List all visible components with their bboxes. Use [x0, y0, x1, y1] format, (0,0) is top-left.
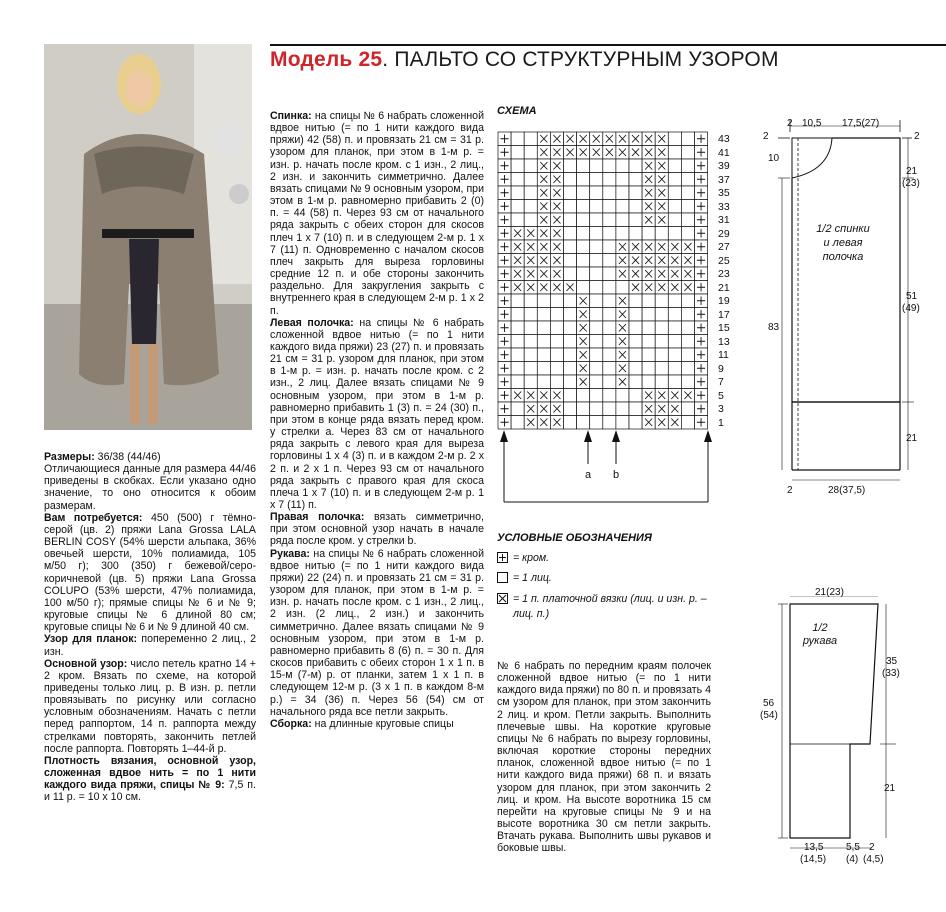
chart-cell [564, 389, 577, 403]
chart-cell [564, 186, 577, 200]
chart-cell [511, 348, 524, 362]
dim-top-2: 2 [787, 118, 793, 129]
sleeve-dim-top: 21(23) [815, 587, 844, 598]
back-label: Спинка: [270, 110, 312, 122]
chart-cell [537, 375, 550, 389]
knitting-chart [490, 124, 746, 514]
chart-row-label: 19 [718, 295, 730, 307]
dim-right-2: 2 [914, 131, 920, 142]
chart-cell [511, 132, 524, 146]
legend-edge-text: = кром. [513, 552, 550, 564]
dim-49: (49) [902, 303, 920, 314]
right-front-label: Правая полочка: [270, 511, 365, 524]
arrow-b-label: b [613, 469, 620, 481]
chart-cell [603, 173, 616, 187]
chart-cell [590, 402, 603, 416]
chart-cell [603, 308, 616, 322]
chart-cell [577, 200, 590, 214]
chart-cell [537, 335, 550, 349]
chart-cell [668, 186, 681, 200]
chart-cell [524, 308, 537, 322]
chart-cell [577, 416, 590, 430]
chart-cell [590, 159, 603, 173]
chart-cell [655, 227, 668, 241]
coat-model-image [44, 44, 252, 430]
chart-cell [590, 267, 603, 281]
dim-top-175: 17,5(27) [842, 118, 880, 129]
right-front-value: вязать симметрично, при этом основной узор начать в начале ряда после кром. у стрелки b. [270, 511, 484, 548]
sleeve-dim-145: (14,5) [800, 854, 827, 865]
chart-cell [577, 267, 590, 281]
chart-cell [537, 294, 550, 308]
model-photo [44, 44, 252, 430]
sleeve-dim-45: (4,5) [863, 854, 884, 865]
sleeve-dim-55: 5,5 [846, 842, 860, 853]
sleeve-piece-label: 1/2 рукава [802, 622, 838, 647]
chart-cell [603, 159, 616, 173]
chart-cell [537, 321, 550, 335]
chart-cell [681, 294, 694, 308]
chart-cell [511, 362, 524, 376]
chart-cell [603, 254, 616, 268]
chart-cell [603, 186, 616, 200]
legend-knit-item [497, 572, 712, 584]
chart-cell [681, 335, 694, 349]
chart-cell [616, 416, 629, 430]
chart-cell [511, 213, 524, 227]
sleeve-dim-135: 13,5 [804, 842, 824, 853]
chart-cell [629, 159, 642, 173]
chart-cell [564, 267, 577, 281]
chart-cell [564, 159, 577, 173]
chart-cell [629, 173, 642, 187]
chart-cell [524, 173, 537, 187]
chart-cell [524, 321, 537, 335]
chart-cell [603, 362, 616, 376]
chart-cell [616, 227, 629, 241]
chart-cell [603, 227, 616, 241]
chart-cell [577, 159, 590, 173]
chart-cell [629, 186, 642, 200]
chart-cell [564, 362, 577, 376]
chart-cell [564, 294, 577, 308]
chart-cell [655, 375, 668, 389]
chart-cell [564, 173, 577, 187]
chart-cell [590, 348, 603, 362]
chart-cell [681, 227, 694, 241]
sleeve-schematic [760, 596, 946, 866]
chart-cell [616, 281, 629, 295]
page-title [270, 48, 779, 72]
chart-cell [590, 240, 603, 254]
edge-stitch-icon [497, 552, 508, 563]
main-pattern-label: Основной узор: [44, 657, 128, 670]
chart-cell [590, 213, 603, 227]
chart-cell [564, 213, 577, 227]
chart-cell [511, 146, 524, 160]
sleeves-value: на спицы № 6 набрать сложенной вдвое нитью (= по 1 нити каждого вида пряжи) 22 (24) п. и провязать 21 см = 31 р. узором для планок, при этом в 1-м р. = изн. р. начать после кром. с 1 изн., 2 лиц., 2 изн. (2 лиц., 2 изн.) и закончить симметрично. Далее вязать спицами № 9 основным узором, при этом в 1-м р. равномерно прибавить 8 (6) п. = 30 п. Для скосов прибавить с обеих сторон 1 x 1 п. в 15-м (7-м) р. от планки, затем 1 x 1 п. в следующем 12-м р. (3 x 1 п. в каждом 8-м р.) = 34 (36) п. Через 56 (54) см от начального ряда все петли закрыть. [270, 547, 484, 718]
chart-cell [629, 402, 642, 416]
chart-cell [603, 321, 616, 335]
chart-cell [668, 173, 681, 187]
chart-cell [616, 200, 629, 214]
chart-cell [668, 362, 681, 376]
sleeve-dim-4: (4) [846, 854, 859, 865]
chart-cell [642, 362, 655, 376]
chart-cell [524, 375, 537, 389]
chart-cell [603, 240, 616, 254]
column-3 [497, 660, 711, 855]
plank-pattern-label: Узор для планок: [44, 633, 138, 646]
chart-row-label: 3 [718, 403, 724, 415]
sizes-value: 36/38 (44/46) [94, 451, 161, 463]
title-dot: . [382, 48, 389, 71]
chart-row-label: 23 [718, 268, 730, 280]
sizes-note: Отличающиеся данные для размера 44/46 приведены в скобках. Если указано одно значение, то оно относится к обоим размерам. [44, 463, 256, 512]
dim-bottom-28: 28(37,5) [828, 485, 866, 496]
chart-cell [590, 227, 603, 241]
chart-cell [524, 146, 537, 160]
chart-row-label: 39 [718, 160, 730, 172]
chart-cell [616, 173, 629, 187]
chart-cell [655, 308, 668, 322]
chart-cell [564, 227, 577, 241]
chart-cell [590, 200, 603, 214]
legend-knit-text: = 1 лиц. [513, 572, 552, 584]
chart-cell [590, 335, 603, 349]
chart-row-label: 17 [718, 308, 730, 321]
chart-cell [511, 402, 524, 416]
chart-cell [511, 416, 524, 430]
header-rule [270, 44, 946, 46]
dim-21-top: 21 [906, 166, 918, 177]
chart-cell [681, 348, 694, 362]
chart-cell [681, 375, 694, 389]
plank-pattern-value: попеременно 2 лиц., 2 изн. [44, 633, 257, 658]
column-2 [270, 110, 484, 730]
chart-cell [537, 362, 550, 376]
chart-cell [524, 159, 537, 173]
chart-cell [603, 389, 616, 403]
chart-cell [616, 389, 629, 403]
chart-cell [655, 362, 668, 376]
chart-cell [629, 375, 642, 389]
sleeve-dim-21: 21 [884, 783, 896, 794]
chart-cell [603, 416, 616, 430]
left-front-value: на спицы № 6 набрать сложенной вдвое нитью (= по 1 нити каждого вида пряжи) 23 (27) п. и провязать 21 см = 31 р. узором для планок, при этом в 1-м р. = изн. р. начать после кром. с 2 изн., 2 лиц. Далее вязать спицами № 9 основным узором, при этом в 1-м р. равномерно прибавить 1 (3) п. = 24 (30) п., при этом в конце ряда вязать перед кром. у стрелки a. Через 83 см от начального ряда закрыть с левого края для выреза горловины 1 x 4 (3) п. и в каждом 2-м р. 2 x 2 п. и 2 x 1 п. Через 93 см от начального ряда закрыть с правого края для скоса плеча 1 x 7 (10) п. и в следующем 2-м р. 1 x 7 (11) п. [270, 316, 484, 511]
chart-cell [681, 213, 694, 227]
legend-title: УСЛОВНЫЕ ОБОЗНАЧЕНИЯ [497, 532, 652, 544]
chart-cell [590, 308, 603, 322]
sizes-label: Размеры: [44, 451, 95, 463]
chart-cell [511, 294, 524, 308]
chart-cell [564, 375, 577, 389]
chart-cell [550, 335, 563, 349]
chart-cell [629, 335, 642, 349]
chart-cell [537, 348, 550, 362]
chart-cell [616, 213, 629, 227]
chart-row-label: 43 [718, 133, 730, 145]
chart-cell [564, 308, 577, 322]
chart-cell [655, 321, 668, 335]
chart-cell [590, 294, 603, 308]
chart-cell [616, 159, 629, 173]
chart-cell [590, 375, 603, 389]
chart-cell [629, 416, 642, 430]
chart-cell [642, 375, 655, 389]
chart-cell [616, 402, 629, 416]
chart-cell [668, 213, 681, 227]
chart-cell [629, 389, 642, 403]
chart-cell [590, 186, 603, 200]
chart-cell [642, 348, 655, 362]
chart-cell [577, 240, 590, 254]
chart-cell [681, 186, 694, 200]
chart-cell [668, 348, 681, 362]
chart-cell [681, 308, 694, 322]
chart-cell [616, 186, 629, 200]
chart-cell [603, 335, 616, 349]
chart-cell [511, 321, 524, 335]
dim-bottom-2: 2 [787, 485, 793, 496]
chart-cell [642, 335, 655, 349]
sleeve-dim-35: 35 [886, 656, 898, 667]
chart-cell [629, 362, 642, 376]
chart-cell [629, 213, 642, 227]
chart-cell [564, 348, 577, 362]
chart-cell [564, 200, 577, 214]
chart-cell [550, 321, 563, 335]
chart-cell [668, 375, 681, 389]
chart-cell [590, 281, 603, 295]
chart-cell [642, 227, 655, 241]
chart-row-label: 33 [718, 200, 730, 213]
chart-cell [603, 375, 616, 389]
chart-cell [603, 348, 616, 362]
chart-arrows [500, 430, 712, 502]
model-number: Модель 25 [270, 48, 383, 71]
left-front-label: Левая полочка: [270, 316, 354, 329]
chart-row-label: 25 [718, 254, 730, 267]
density-label: Плотность вязания, основной узор, сложенная вдвое нить = по 1 нити каждого вида пряжи, спицы № 9: [44, 754, 256, 792]
chart-cell [681, 146, 694, 160]
chart-cell [564, 321, 577, 335]
chart-cell [577, 389, 590, 403]
chart-cell [524, 294, 537, 308]
chart-cell [668, 159, 681, 173]
chart-cell [603, 402, 616, 416]
sleeves-label: Рукава: [270, 547, 310, 560]
materials-value: 450 (500) г тёмно-серой (цв. 2) пряжи Lana Grossa LALA BERLIN COSY (54% шерсти альпака, 36% овечьей шерсти, 10% полиамида, 105 м/50 г); 300 (350) г бежевой/серо-коричневой (цв. 5) пряжи Lana Grossa COLUPO (53% шерсти, 47% полиамида, 100 м/50 г); прямые спицы № 6 и № 9; круговые спицы № 6 длиной 80 см; круговые спицы № 6 и № 9 длиной 40 см. [44, 511, 256, 634]
dim-51: 51 [906, 291, 918, 302]
chart-cell [590, 321, 603, 335]
chart-cell [668, 335, 681, 349]
chart-cell [655, 335, 668, 349]
legend [497, 552, 712, 622]
chart-row-label: 29 [718, 227, 730, 240]
legend-garter-item [497, 592, 712, 622]
chart-cell [681, 173, 694, 187]
chart-cell [511, 375, 524, 389]
chart-cell [681, 402, 694, 416]
chart-row-label: 1 [718, 416, 724, 429]
chart-cell [681, 416, 694, 430]
arrow-a-label: a [585, 469, 592, 481]
chart-cell [668, 227, 681, 241]
chart-cell [681, 200, 694, 214]
dim-left-2: 2 [763, 131, 769, 142]
dim-top-105: 10,5 [802, 118, 822, 129]
sleeve-dim-54: (54) [760, 710, 778, 721]
chart-cell [668, 321, 681, 335]
chart-cell [629, 348, 642, 362]
chart-cell [629, 308, 642, 322]
chart-row-label: 31 [718, 214, 730, 226]
chart-row-label: 35 [718, 187, 730, 199]
chart-cell [629, 321, 642, 335]
chart-cell [577, 227, 590, 241]
back-value: на спицы № 6 набрать сложенной вдвое нитью (= по 1 нити каждого вида пряжи) 42 (58) п. и провязать 21 см = 31 р. узором для планок, при этом в 1-м р. = изн. р. начать после кром. с 1 изн., 2 лиц., 2 изн. и закончить симметрично. Далее вязать спицами № 9 основным узором, при этом в 1-м р. равномерно прибавить 2 (0) п. = 44 (58) п. Через 93 см от начального ряда закрыть с обеих сторон для скосов плеч 1 x 7 (10) п. и в следующем 2-м р. 1 x 7 (11) п. Одновременно с началом скосов плеч закрыть для выреза горловины средние 12 п. и обе стороны закончить раздельно. Для закругления закрыть с внутреннего края в следующем 2-м р. 1 x 2 п. [270, 110, 484, 317]
chart-cell [564, 254, 577, 268]
chart-cell [564, 402, 577, 416]
sleeve-dim-56: 56 [763, 698, 775, 709]
chart-cell [564, 335, 577, 349]
assembly-value: на длинные круговые спицы [311, 717, 454, 730]
chart-cell [603, 213, 616, 227]
chart-cell [629, 200, 642, 214]
chart-cell [603, 267, 616, 281]
sleeve-dim-33: (33) [882, 668, 900, 679]
density-value: 7,5 п. и 11 р. = 10 x 10 см. [44, 779, 256, 804]
chart-cell [511, 159, 524, 173]
chart-row-label: 11 [718, 349, 729, 361]
chart-cell [642, 308, 655, 322]
chart-cell [603, 281, 616, 295]
chart-grid [498, 132, 708, 429]
chart-cell [524, 213, 537, 227]
chart-cell [564, 416, 577, 430]
legend-edge-item [497, 552, 712, 564]
chart-cell [511, 186, 524, 200]
dim-10: 10 [768, 153, 780, 164]
chart-row-label: 9 [718, 362, 724, 375]
chart-cell [511, 173, 524, 187]
materials-label: Вам потребуется: [44, 511, 143, 524]
chart-cell [524, 348, 537, 362]
model-title: ПАЛЬТО СО СТРУКТУРНЫМ УЗОРОМ [394, 48, 779, 71]
chart-cell [577, 173, 590, 187]
chart-cell [511, 308, 524, 322]
chart-row-label: 41 [718, 146, 730, 159]
chart-cell [681, 362, 694, 376]
dim-21-bottom: 21 [906, 433, 918, 444]
chart-cell [590, 416, 603, 430]
chart-cell [681, 321, 694, 335]
chart-cell [577, 254, 590, 268]
main-pattern-value: число петель кратно 14 + 2 кром. Вязать по схеме, на которой приведены только лиц. р. В изн. р. петли провязывать по рисунку или согласно условным обозначениям. Начать с петли перед раппортом, 14 п. раппорта между стрелками повторять, закончить петлей после раппорта. Повторять 1–44-й р. [44, 657, 256, 755]
dim-83: 83 [768, 322, 780, 333]
chart-row-label: 7 [718, 376, 724, 388]
chart-cell [668, 294, 681, 308]
chart-cell [655, 294, 668, 308]
chart-cell [603, 294, 616, 308]
assembly-continuation: № 6 набрать по передним краям полочек сложенной вдвое нитью (= по 1 нити каждого вида пряжи) по 80 п. и провязать 4 см узором для планок, при этом закончить 2 лиц. и кром. Петли закрыть. Выполнить плечевые швы. На короткие круговые спицы № 6 набрать по вырезу горловины, включая короткие стороны передних планок, сложенной вдвое нитью (= по 1 нити каждого вида пряжи) 68 п. и вязать узором для планок, при этом закончить 2 лиц. и кром. На высоте воротника 15 см перейти на круговые спицы № 9 и на высоте воротника 30 см петли закрыть. Втачать рукава. Выполнить швы рукавов и боковые швы. [497, 660, 711, 855]
chart-cell [550, 294, 563, 308]
chart-cell [524, 200, 537, 214]
chart-cell [511, 335, 524, 349]
chart-row-label: 13 [718, 335, 730, 348]
chart-cell [642, 321, 655, 335]
chart-cell [590, 362, 603, 376]
chart-cell [524, 362, 537, 376]
chart-cell [537, 308, 550, 322]
chart-cell [564, 240, 577, 254]
chart-cell [550, 348, 563, 362]
chart-cell [590, 173, 603, 187]
chart-cell [681, 159, 694, 173]
chart-cell [590, 254, 603, 268]
sleeve-dim-2: 2 [869, 842, 875, 853]
chart-cell [550, 362, 563, 376]
chart-cell [524, 186, 537, 200]
chart-cell [577, 281, 590, 295]
chart-cell [642, 294, 655, 308]
chart-cell [550, 308, 563, 322]
garter-stitch-icon [497, 593, 508, 604]
chart-cell [590, 389, 603, 403]
chart-row-label: 15 [718, 322, 730, 334]
chart-row-label: 27 [718, 241, 730, 253]
column-1 [44, 451, 256, 804]
chart-cell [603, 200, 616, 214]
chart-row-label: 21 [718, 281, 730, 294]
legend-garter-text: = 1 п. платочной вязки (лиц. и изн. р. – лиц. п.) [513, 593, 707, 620]
body-piece-label: 1/2 спинки и левая полочка [816, 223, 870, 263]
chart-cell [668, 146, 681, 160]
chart-cell [524, 132, 537, 146]
chart-cell [629, 294, 642, 308]
chart-cell [550, 375, 563, 389]
chart-title: СХЕМА [497, 105, 537, 117]
chart-row-label: 37 [718, 173, 730, 186]
dim-23: (23) [902, 178, 920, 189]
chart-row-label: 5 [718, 389, 724, 402]
chart-cell [629, 227, 642, 241]
chart-cell [577, 213, 590, 227]
chart-cell [668, 132, 681, 146]
knit-stitch-icon [497, 572, 508, 583]
chart-cell [524, 335, 537, 349]
assembly-label: Сборка: [270, 717, 312, 730]
chart-cell [577, 402, 590, 416]
chart-cell [668, 308, 681, 322]
chart-cell [511, 200, 524, 214]
chart-cell [668, 200, 681, 214]
chart-cell [681, 132, 694, 146]
chart-cell [577, 186, 590, 200]
chart-cell [655, 348, 668, 362]
